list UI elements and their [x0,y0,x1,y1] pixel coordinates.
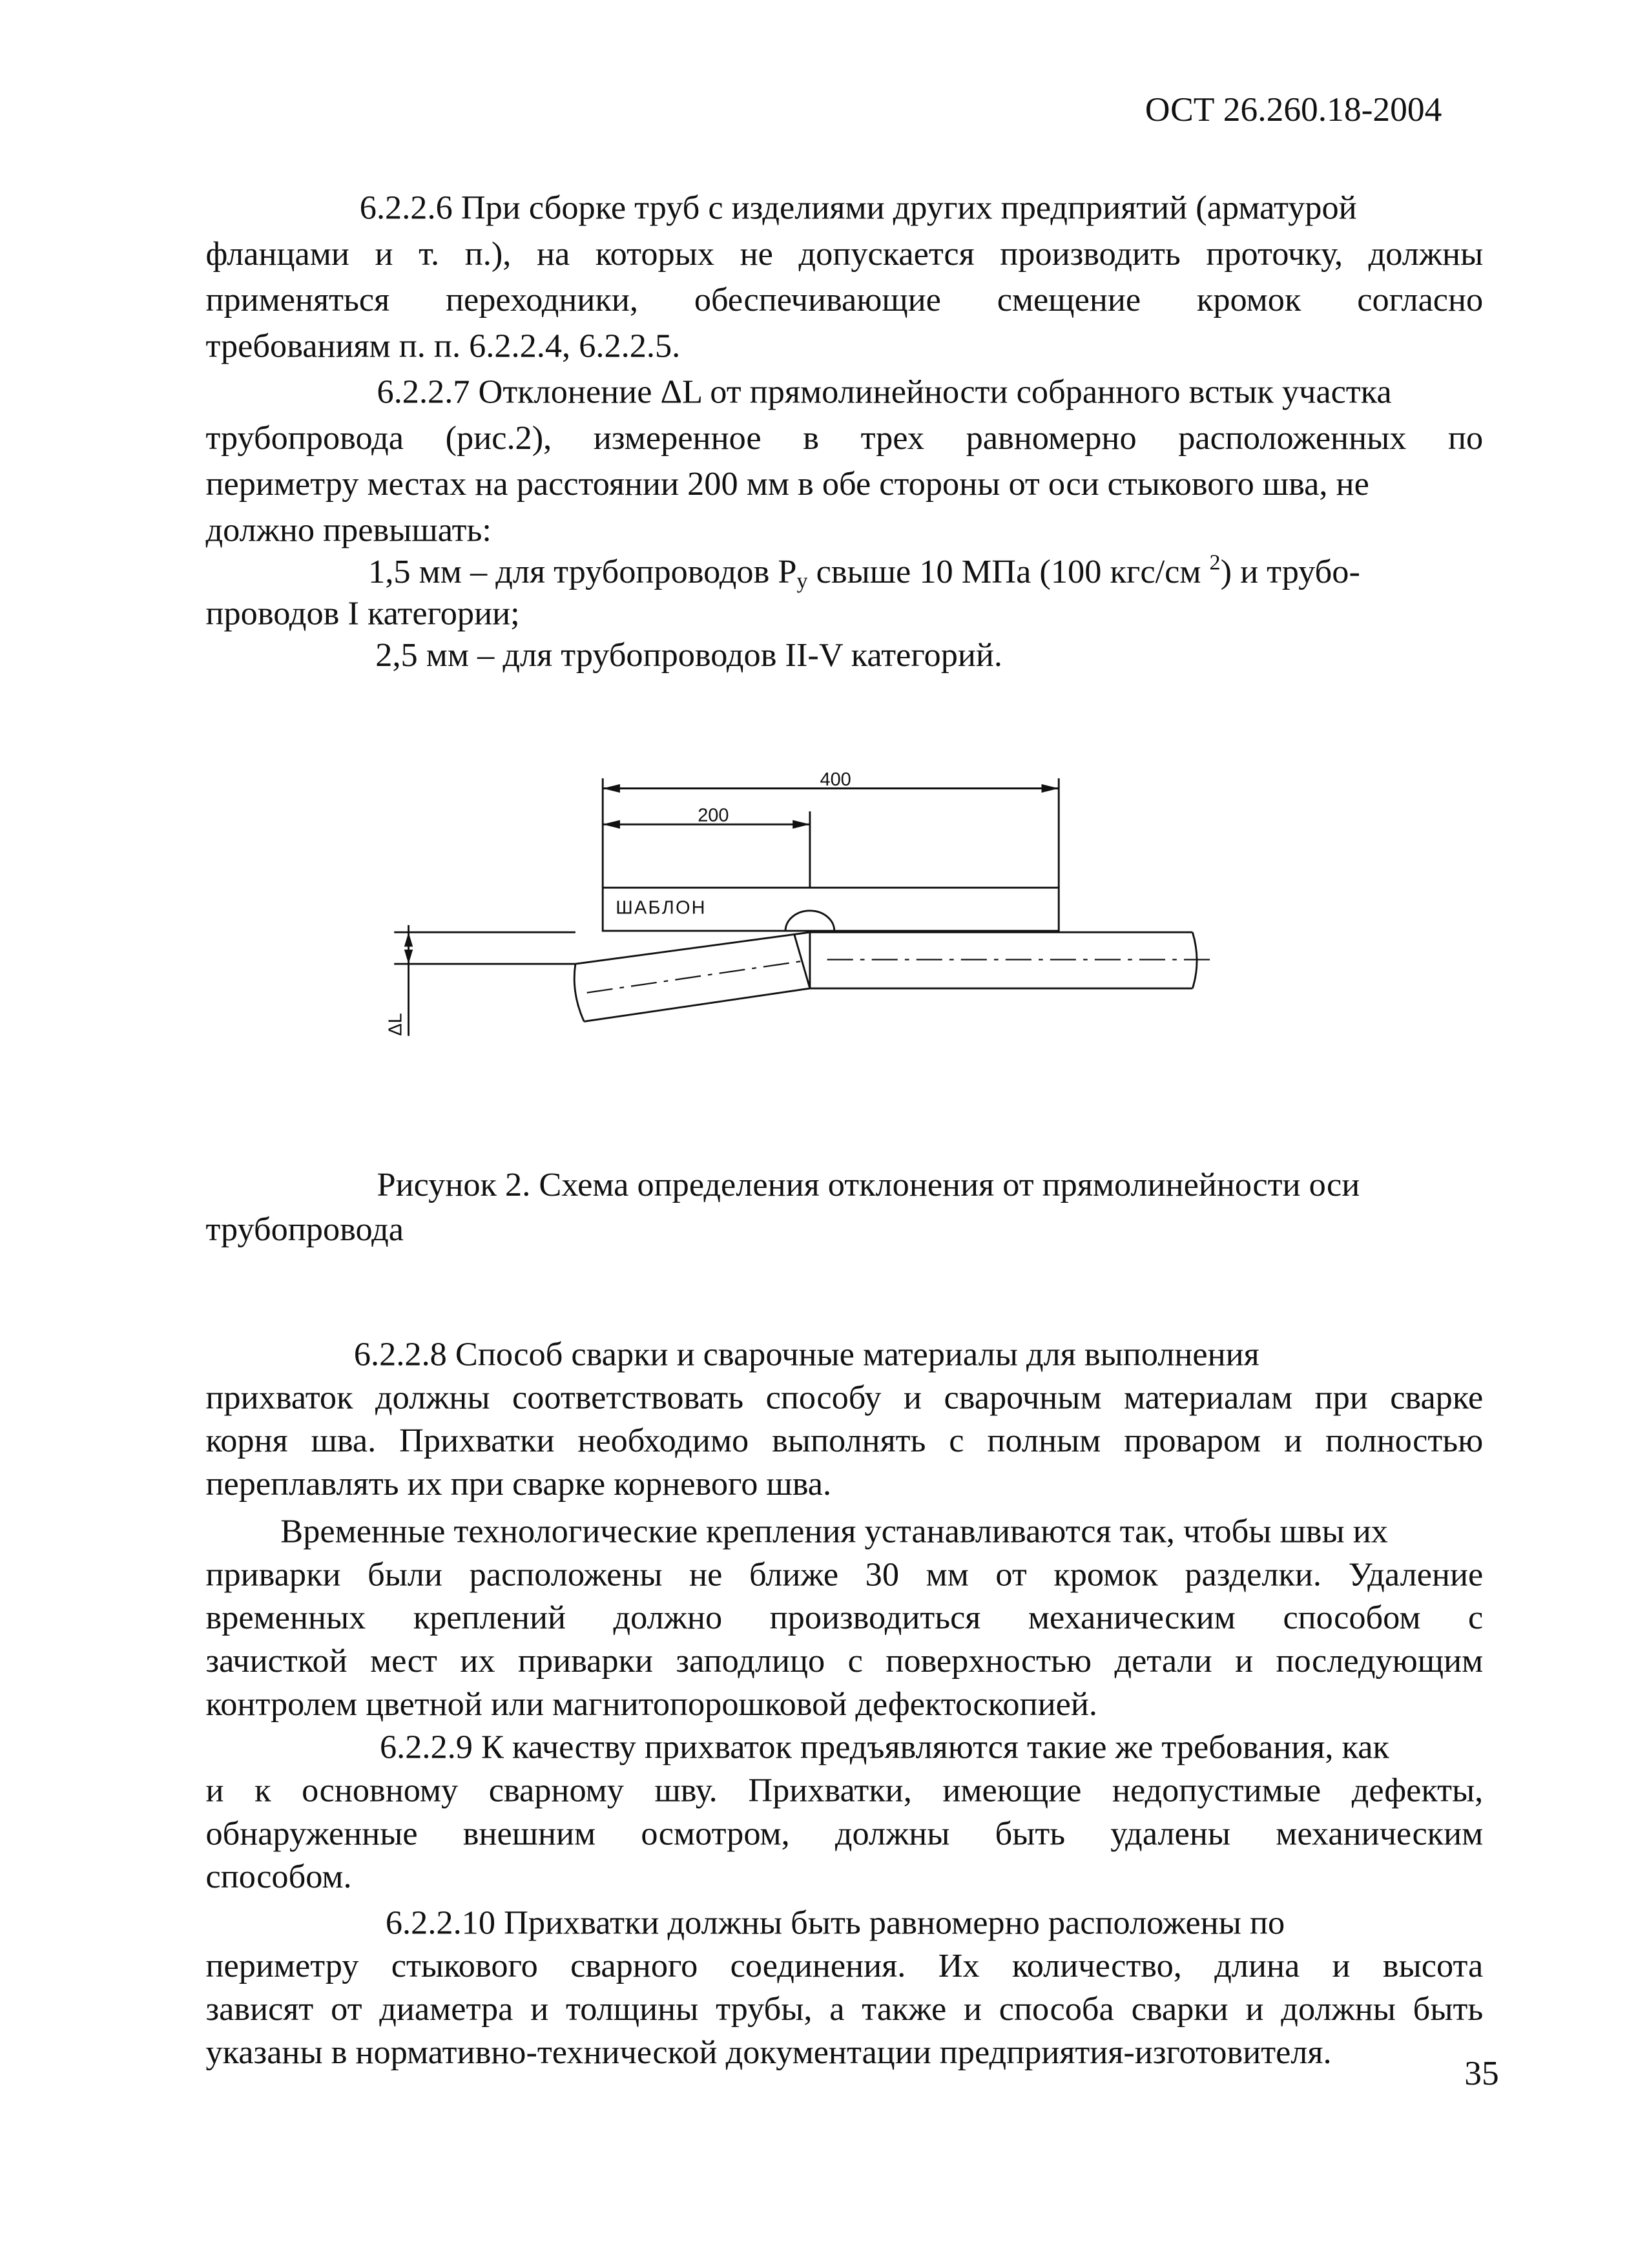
page-number: 35 [1464,2055,1499,2094]
para-6228-line-4: переплавлять их при сварке корневого шва. [205,1466,832,1504]
para-6227-line-3: периметру местах на расстоянии 200 мм в обе стороны от оси стыкового шва, не [205,466,1369,504]
item-1-suffix: ) и трубо- [1220,554,1360,592]
para-62210-line-4: указаны в нормативно-технической документации предприятия-изготовителя. [205,2034,1332,2072]
para-6229-line-4: способом. [205,1858,352,1897]
dim-200-arrow-left [603,820,620,829]
item-1-prefix: 1,5 мм – для трубопроводов P [368,554,797,592]
item-1-superscript: 2 [1209,550,1221,576]
dim-400-label: 400 [820,769,851,791]
para-62210-line-1: 6.2.2.10 Прихватки должны быть равномерно расположены по [385,1904,1285,1942]
para-6227-line-2: трубопровода (рис.2), измеренное в трех равномерно расположенных по [205,420,1484,458]
weld-bead [785,911,834,931]
para-6226-line-2: фланцами и т. п.), на которых не допускается производить проточку, должны [205,236,1484,274]
left-pipe-end [794,933,809,988]
para-6229-line-3: обнаруженные внешним осмотром, должны быть удалены механическим [205,1815,1484,1853]
delta-l-label: ΔL [385,1013,406,1036]
para-6226-line-4: требованиям п. п. 6.2.2.4, 6.2.2.5. [205,328,681,366]
para-6226-line-3: применяться переходники, обеспечивающие смещение кромок согласно [205,282,1484,320]
dim-400-arrow-left [603,784,620,793]
para-6226-line-1: 6.2.2.6 При сборке труб с изделиями других предприятий (арматурой [359,189,1357,227]
para-temp-line-2: приварки были расположены не ближе 30 мм от кромок разделки. Удаление [205,1556,1484,1594]
left-pipe-break [574,964,584,1021]
para-temp-line-3: временных креплений должно производиться механическим способом с [205,1599,1484,1638]
left-pipe-top-edge [575,932,810,964]
figure-caption-line-1: Рисунок 2. Схема определения отклонения от прямолинейности оси [377,1167,1360,1205]
item-1-mid: свыше 10 МПа (100 кгс/см [807,554,1210,592]
para-6228-line-1: 6.2.2.8 Способ сварки и сварочные материалы для выполнения [353,1337,1259,1374]
para-62210-line-3: зависят от диаметра и толщины трубы, а также и способа сварки и должны быть [205,1991,1484,2029]
template-label: ШАБЛОН [616,897,707,919]
dim-200-arrow-right [793,820,810,829]
delta-arrow-bottom [404,950,413,964]
para-6228-line-2: прихваток должны соответствовать способу и сварочным материалам при сварке [205,1379,1484,1417]
figure-caption-line-2: трубопровода [205,1211,404,1249]
para-6227-line-1: 6.2.2.7 Отклонение ΔL от прямолинейности собранного встык участка [377,374,1392,411]
left-pipe-axis [587,961,803,993]
para-temp-line-5: контролем цветной или магнитопорошковой дефектоскопией. [205,1686,1097,1724]
dim-200-label: 200 [698,805,729,826]
para-6229-line-1: 6.2.2.9 К качеству прихваток предъявляются такие же требования, как [379,1729,1389,1767]
para-6229-line-2: и к основному сварному шву. Прихватки, имеющие недопустимые дефекты, [205,1772,1484,1810]
delta-arrow-top [404,932,413,946]
para-temp-line-4: зачисткой мест их приварки заподлицо с поверхностью детали и последующим [205,1643,1484,1681]
para-6227-line-4: должно превышать: [205,512,492,550]
item-1-subscript: у [796,569,808,594]
para-62210-line-2: периметру стыкового сварного соединения. Их количество, длина и высота [205,1948,1484,1986]
dim-400-arrow-right [1041,784,1059,793]
para-6228-line-3: корня шва. Прихватки необходимо выполнять с полным проваром и полностью [205,1422,1484,1461]
left-pipe-bottom-edge [584,988,810,1021]
requirement-item-1-continuation: проводов I категории; [205,596,520,633]
para-temp-line-1: Временные технологические крепления устанавливаются так, чтобы швы их [280,1514,1388,1551]
document-code: ОСТ 26.260.18-2004 [1145,92,1442,130]
requirement-item-2: 2,5 мм – для трубопроводов II-V категорий. [375,637,1003,675]
